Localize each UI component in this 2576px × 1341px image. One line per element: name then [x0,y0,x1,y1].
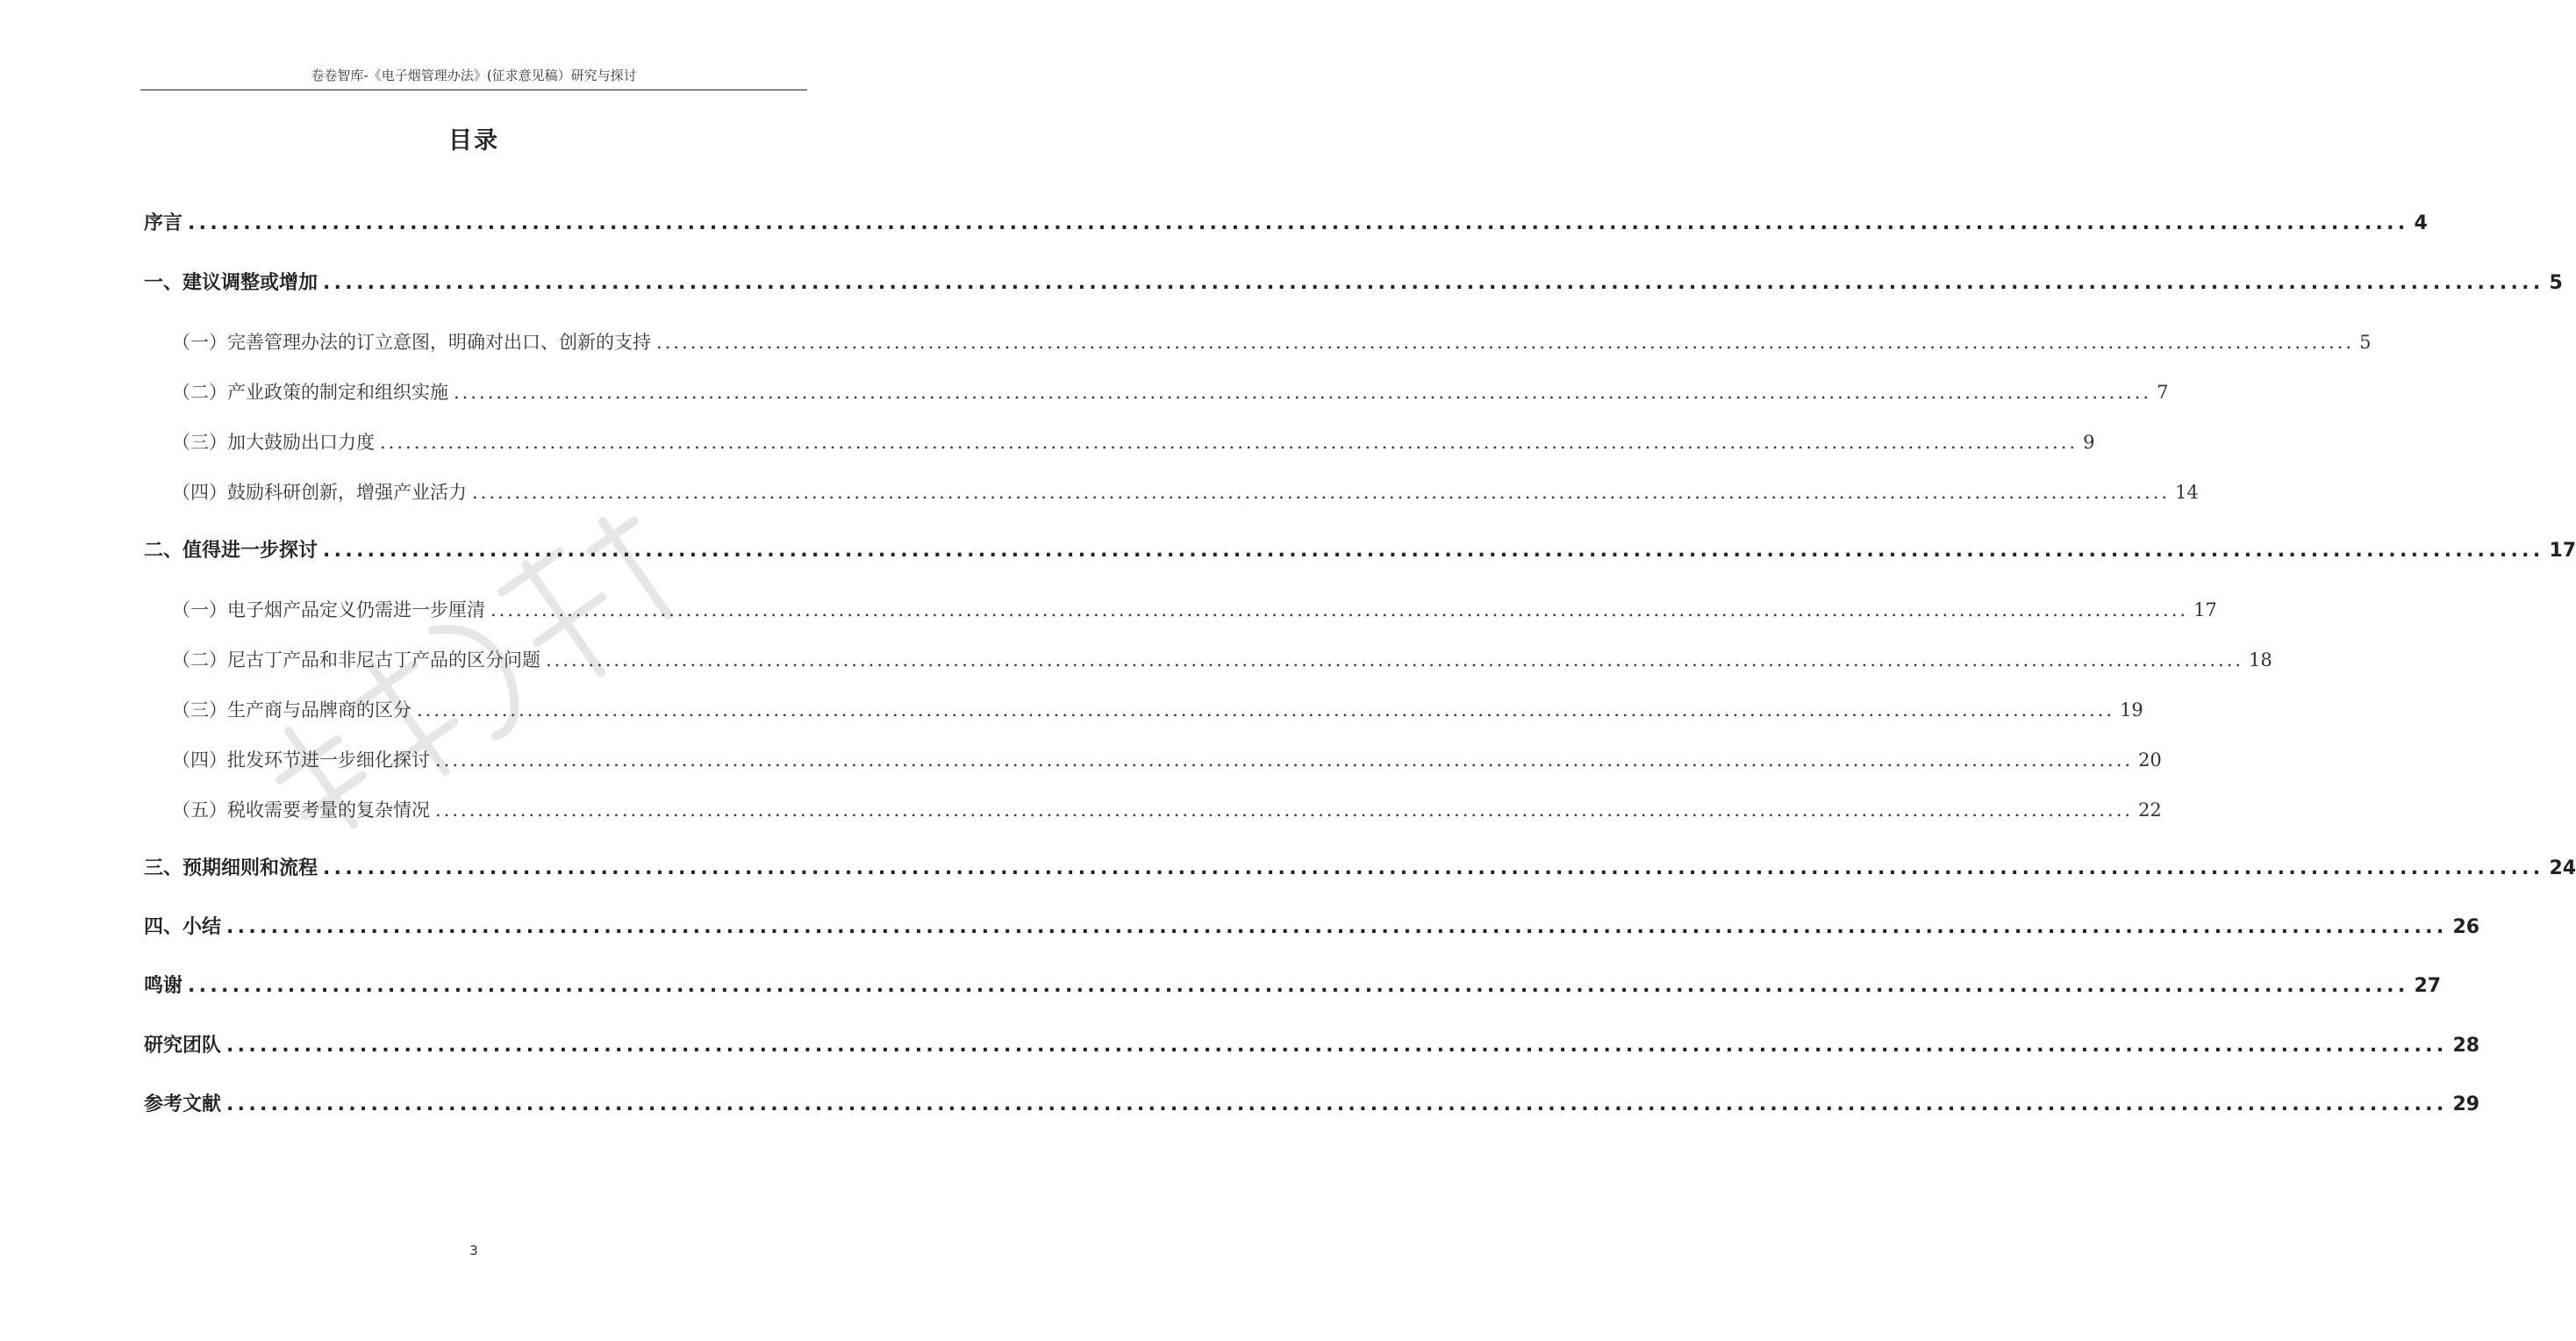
toc-leader-dots: ........................................................................................................................................................................................................ [226,1094,2448,1115]
toc-leader-dots: ........................................................................................................................................................................................................ [435,800,2134,821]
toc-entry[interactable] [172,745,2162,775]
toc-entry-page: 18 [2249,649,2272,670]
toc-entry-label: （三）生产商与品牌商的区分 [172,699,411,721]
toc-entry-page: 28 [2452,1035,2480,1057]
toc-entry[interactable] [172,695,2143,725]
toc-entry-page: 17 [2193,599,2217,620]
toc-entry-page: 5 [2549,272,2563,294]
toc-entry[interactable] [172,477,2199,507]
toc-entry-page: 19 [2120,699,2143,721]
toc-entry-page: 17 [2549,540,2576,562]
toc-entry-label: （四）鼓励科研创新，增强产业活力 [172,482,467,503]
toc-leader-dots: ........................................................................................................................................................................................................ [417,699,2115,721]
toc-entry-label: （二）产业政策的制定和组织实施 [172,382,448,403]
toc-entry[interactable] [144,854,2576,884]
toc-entry-label: 序言 [144,212,183,234]
toc-entry-page: 14 [2175,482,2199,503]
toc-entry-label: 一、建议调整或增加 [144,272,318,294]
toc-entry-page: 29 [2452,1094,2480,1115]
toc-leader-dots: ........................................................................................................................................................................................................ [226,1035,2448,1057]
toc-entry-label: 研究团队 [144,1035,222,1057]
toc-entry-label: （三）加大鼓励出口力度 [172,432,375,453]
toc-leader-dots: ........................................................................................................................................................................................................ [323,540,2544,562]
toc-title: 目录 [448,127,499,154]
toc-entry-label: 鸣谢 [144,975,183,997]
toc-entry-page: 5 [2359,332,2372,353]
toc-leader-dots: ........................................................................................................................................................................................................ [188,975,2409,997]
toc-entry-label: 四、小结 [144,916,222,938]
toc-entry-page: 22 [2138,800,2162,821]
toc-entry[interactable] [172,327,2372,357]
toc-entry-label: 参考文献 [144,1094,222,1115]
toc-entry-page: 24 [2549,857,2576,879]
toc-entry[interactable] [144,913,2480,943]
toc-leader-dots: ........................................................................................................................................................................................................ [323,857,2544,879]
toc-leader-dots: ........................................................................................................................................................................................................ [656,332,2355,353]
toc-entry-label: 二、值得进一步探讨 [144,540,318,562]
toc-leader-dots: ........................................................................................................................................................................................................ [323,272,2544,294]
toc-entry-page: 7 [2157,382,2169,403]
toc-entry[interactable] [172,645,2272,675]
toc-entry[interactable] [144,972,2442,1001]
toc-entry[interactable] [144,269,2563,298]
toc-entry-label: 三、预期细则和流程 [144,857,318,879]
toc-entry-page: 9 [2083,432,2095,453]
toc-leader-dots: ........................................................................................................................................................................................................ [188,212,2409,234]
toc-entry-page: 4 [2414,212,2428,234]
toc-leader-dots: ........................................................................................................................................................................................................ [490,599,2189,620]
toc-entry[interactable] [172,795,2162,825]
toc-entry-page: 26 [2452,916,2480,938]
toc-entry[interactable] [144,1090,2480,1120]
toc-leader-dots: ........................................................................................................................................................................................................ [226,916,2448,938]
toc-entry-page: 27 [2414,975,2442,997]
toc-entry[interactable] [172,427,2095,457]
toc-leader-dots: ........................................................................................................................................................................................................ [472,482,2171,503]
toc-entry[interactable] [144,536,2576,566]
toc-entry-label: （一）完善管理办法的订立意图，明确对出口、创新的支持 [172,332,651,353]
toc-leader-dots: ........................................................................................................................................................................................................ [454,382,2152,403]
toc-entry-label: （一）电子烟产品定义仍需进一步厘清 [172,599,485,620]
toc-leader-dots: ........................................................................................................................................................................................................ [435,749,2134,771]
toc-entry[interactable] [172,595,2217,625]
toc-entry-page: 20 [2138,749,2162,771]
toc-entry-label: （四）批发环节进一步细化探讨 [172,749,430,771]
toc-leader-dots: ........................................................................................................................................................................................................ [380,432,2079,453]
toc-leader-dots: ........................................................................................................................................................................................................ [546,649,2244,670]
toc-entry[interactable] [144,209,2428,239]
page-number: 3 [469,1243,478,1259]
toc-entry[interactable] [172,377,2169,407]
toc-entry-label: （二）尼古丁产品和非尼古丁产品的区分问题 [172,649,540,670]
toc-entry-label: （五）税收需要考量的复杂情况 [172,800,430,821]
toc-entry[interactable] [144,1031,2480,1061]
running-header: 卷卷智库-《电子烟管理办法》(征求意见稿）研究与探讨 [140,61,807,90]
